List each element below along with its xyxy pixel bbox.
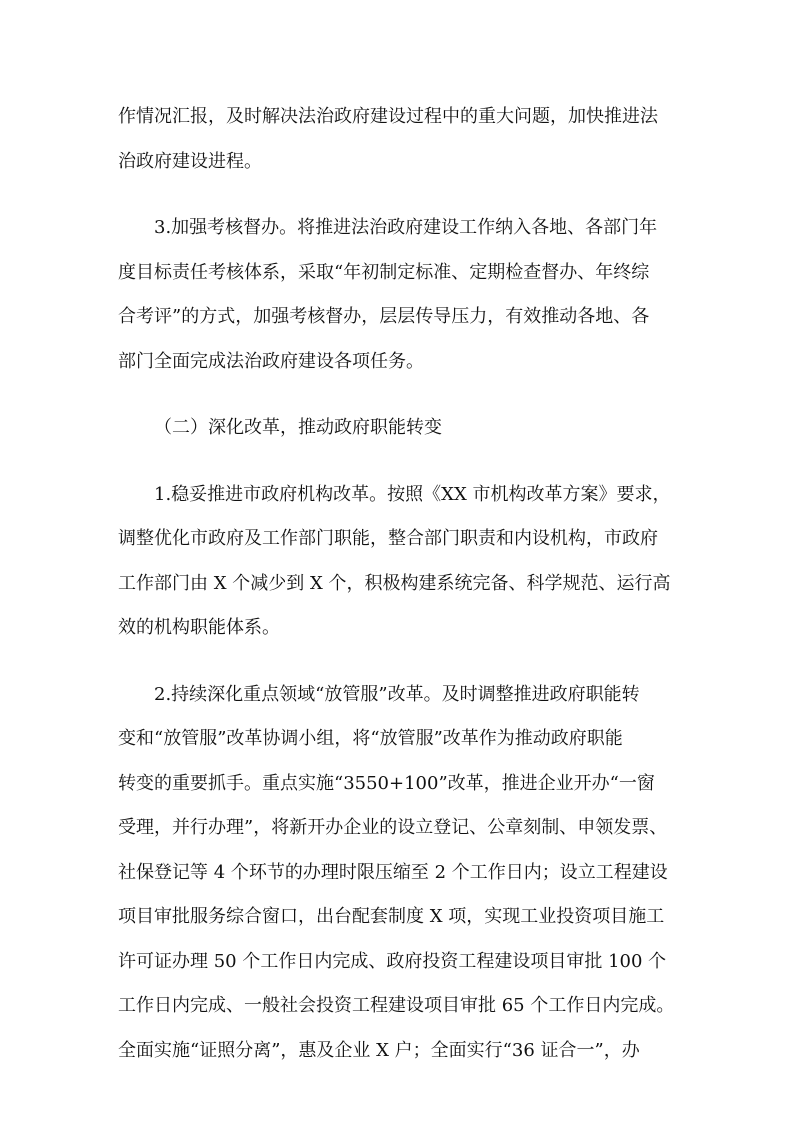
paragraph-spacer — [118, 451, 678, 473]
paragraph-3 — [118, 473, 678, 651]
text-line: 部门全面完成法治政府建设各项任务。 — [118, 350, 424, 372]
text-line: 全面实施“证照分离”，惠及企业 X 户；全面实行“36 证合一”，办 — [118, 1039, 640, 1061]
text-line: 工作部门由 X 个减少到 X 个，积极构建系统完备、科学规范、运行高 — [118, 572, 671, 594]
text-line: 许可证办理 50 个工作日内完成、政府投资工程建设项目审批 100 个 — [118, 950, 667, 972]
text-line: 调整优化市政府及工作部门职能，整合部门职责和内设机构，市政府 — [118, 528, 658, 549]
text-line: 社保登记等 4 个环节的办理时限压缩至 2 个工作日内；设立工程建设 — [118, 861, 668, 883]
text-line: 工作日内完成、一般社会投资工程建设项目审批 65 个工作日内完成。 — [118, 995, 675, 1016]
section-heading: （二）深化改革，推动政府职能转变 — [154, 417, 442, 438]
text-line: 效的机构职能体系。 — [118, 617, 280, 638]
text-line: 项目审批服务综合窗口，出台配套制度 X 项，实现工业投资项目施工 — [118, 906, 665, 927]
text-line: 2.持续深化重点领域“放管服”改革。及时调整推进政府职能转 — [154, 683, 640, 705]
text-line: 度目标责任考核体系，采取“年初制定标准、定期检查督办、年终综 — [118, 261, 650, 283]
paragraph-spacer — [118, 651, 678, 673]
text-line: 合考评”的方式，加强考核督办，层层传导压力，有效推动各地、各 — [118, 306, 650, 327]
document-body — [118, 95, 678, 1073]
paragraph-4 — [118, 673, 678, 1074]
paragraph-2 — [118, 206, 678, 384]
paragraph-spacer — [118, 184, 678, 206]
text-line: 转变的重要抓手。重点实施“3550+100”改革，推进企业开办“一窗 — [118, 772, 655, 794]
text-line: 变和“放管服”改革协调小组，将“放管服”改革作为推动政府职能 — [118, 728, 623, 749]
text-line: 受理，并行办理”，将新开办企业的设立登记、公章刻制、申领发票、 — [118, 817, 668, 838]
text-line: 作情况汇报，及时解决法治政府建设过程中的重大问题，加快推进法 — [118, 106, 658, 127]
paragraph-1 — [118, 95, 678, 184]
text-line: 1.稳妥推进市政府机构改革。按照《XX 市机构改革方案》要求， — [154, 483, 671, 505]
paragraph-spacer — [118, 384, 678, 406]
text-line: 治政府建设进程。 — [118, 150, 262, 172]
text-line: 3.加强考核督办。将推进法治政府建设工作纳入各地、各部门年 — [154, 217, 658, 238]
